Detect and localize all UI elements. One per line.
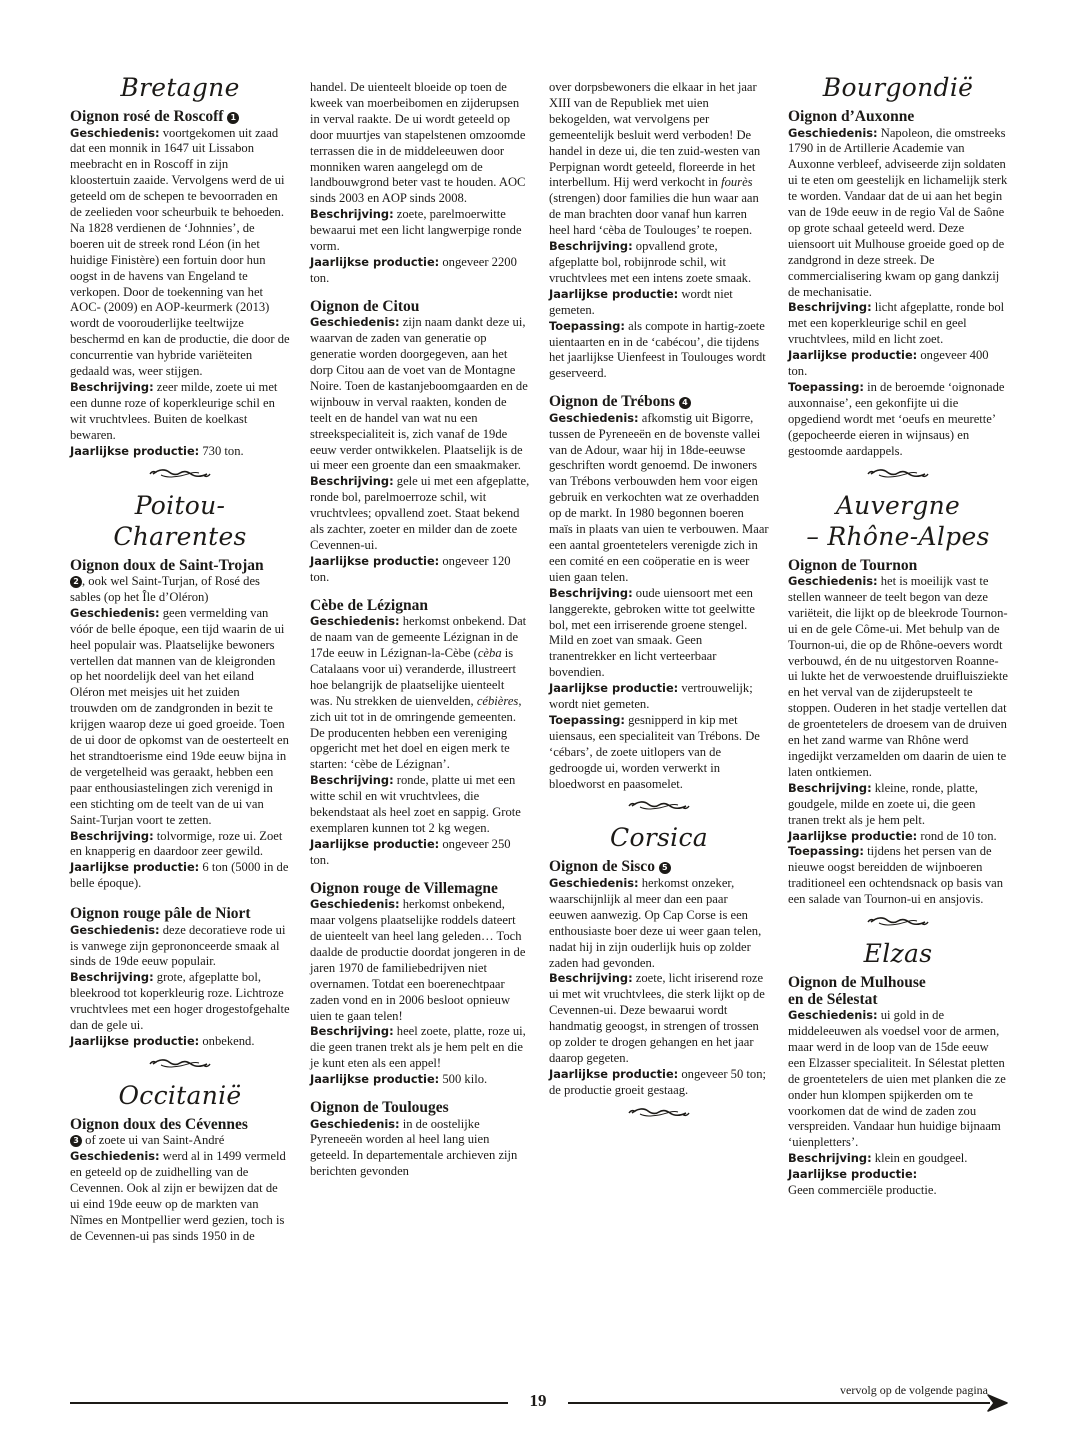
entry-subtitle [70, 1133, 290, 1149]
history-text: ui gold in de middeleeuwen als voedsel voor de armen, maar werd in de loop van de 15de eeuw een Elzasser specialiteit. In Sélestat pletten de groentetelers de uien met planken die ze onder hun klompen spijkerden om te voorkomen dat de wind de zaden zou verspreiden. Vandaar hun huidige bijnaam ‘uienpletters’. [788, 1008, 1006, 1150]
production-paragraph [549, 287, 769, 319]
production-paragraph [310, 554, 530, 586]
footer-rule-right [568, 1402, 990, 1404]
region-heading-line: Auvergne [835, 490, 961, 520]
entry-saint-trojan [70, 558, 290, 893]
production-text: onbekend. [199, 1034, 255, 1048]
entry-roscoff [70, 109, 290, 460]
history-text: afkomstig uit Bigorre, tussen de Pyreneeën en de bovenste vallei van de Adour, waar hij in 18de-eeuwse geschriften wordt genoemd. De inwoners van Trébons verbouwden hem voor eigen gebruik en verkochten wat ze overhadden op de markt. In 1980 begonnen boeren maïs in plaats van uien te verbouwen. Maar een aantal groentetelers verenigde zich in een comité en een coöperatie en is weer uien gaan telen. [549, 410, 769, 584]
description-label: Beschrijving: [70, 380, 154, 394]
number-badge: 1 [227, 112, 239, 124]
description-text: grote, afgeplatte bol, bleekrood tot koperkleurig roze. Lichtroze vruchtvlees met een hoger drogestofgehalte dan de gele ui. [70, 970, 290, 1033]
production-label: Jaarlijkse productie: [70, 443, 200, 458]
description-label: Beschrijving: [310, 773, 394, 788]
production-paragraph [310, 837, 530, 869]
entry-title: Oignon rouge de Villemagne [310, 879, 498, 897]
region-heading-bretagne: Bretagne [120, 73, 240, 102]
production-label: Jaarlijkse productie: [549, 681, 679, 696]
description-label: Beschrijving: [788, 780, 872, 795]
production-text: Geen commerciële productie. [788, 1183, 937, 1198]
history-label: Geschiedenis: [549, 875, 639, 890]
history-text: het is moeilijk vast te stellen wanneer de teelt begon van deze variëteit, die lijkt op de bleekrode Tournon-ui en de gele Côme-ui. Met behulp van de Tournon-ui, die op de Rhône-oevers wordt verbouwd, én de nu uitgestorven Roanne-ui lukte het de verwoestende druifluisziekte en het verval van de zijderupsteelt te stoppen. Ouderen in het stadje vertellen dat de groentetelers de droesem van de druiven en het zand warme van Rhône werd ingedijkt verzamelden om daarin de uien te laten ontkiemen. [788, 574, 1008, 779]
number-badge: 5 [659, 862, 671, 874]
entry-title [549, 859, 769, 876]
number-badge: 2 [70, 576, 82, 588]
description-text: opvallend grote, afgeplatte bol, robijnrode schil, wit vruchtvlees met een intens zoete smaak. [549, 239, 752, 285]
footer-rule-left [70, 1402, 508, 1404]
production-text: vertrouwelijk; wordt niet gemeten. [549, 681, 753, 712]
description-text: klein en goudgeel. [871, 1151, 968, 1166]
description-text: ronde, platte ui met een witte schil en wit vruchtvlees, die bekendstaat als heel zoet en sappig. Grote exemplaren kunnen tot 2 kg wegen. [310, 773, 521, 835]
description-paragraph [788, 300, 1008, 348]
history-paragraph [310, 614, 530, 773]
usage-text: als compote in hartig-zoete uientaarten en in de ‘cabécou’, die tijdens het jaarlijkse Uienfeest in Toulouges wordt geserveerd. [549, 318, 766, 381]
entry-title-line: Oignon de Mulhouse [788, 974, 926, 992]
production-label: Jaarlijkse productie: [788, 1167, 918, 1182]
history-text: herkomst onzeker, waarschijnlijk al meer dan een paar eeuwen aanwezig. Op Cap Corse is een enthousiaste boer deze ui weer gaan telen, nadat hij in zijn ouderlijk huis op zolder zaden had gevonden. [549, 875, 762, 970]
entry-title: Oignon de Toulouges [310, 1099, 449, 1117]
usage-paragraph [549, 713, 769, 793]
production-label: Jaarlijkse productie: [788, 348, 918, 363]
history-continued [549, 80, 769, 239]
usage-label: Toepassing: [788, 380, 864, 394]
production-label: Jaarlijkse productie: [310, 254, 440, 269]
description-paragraph [70, 380, 290, 444]
history-label: Geschiedenis: [310, 614, 400, 629]
history-label: Geschiedenis: [310, 1116, 400, 1131]
usage-text: in de beroemde ‘oignonade auxonnaise’, een gekonfijte ui die opgediend wordt met ‘oeufs en meurette’ (gepocheerde eieren in wijnsaus) en gestoomde aardappels. [788, 380, 1005, 458]
entry-title: Oignon rouge pâle de Niort [70, 905, 251, 923]
production-label: Jaarlijkse productie: [310, 553, 440, 568]
production-label: Jaarlijkse productie: [788, 828, 918, 843]
entry-title: Oignon d’Auxonne [788, 108, 915, 125]
description-paragraph [788, 1151, 1008, 1167]
production-paragraph [70, 860, 290, 892]
entry-title: Oignon doux des Cévennes [70, 1115, 248, 1133]
history-paragraph [70, 606, 290, 829]
number-badge: 4 [679, 397, 691, 409]
description-label: Beschrijving: [70, 970, 154, 985]
history-paragraph [310, 1117, 530, 1181]
history-italic-term: cébières [476, 693, 519, 708]
entry-toulouges [310, 1100, 530, 1180]
production-label: Jaarlijkse productie: [549, 286, 679, 301]
ornament-divider [626, 800, 692, 812]
description-label: Beschrijving: [310, 1024, 394, 1039]
production-text: wordt niet gemeten. [549, 286, 733, 317]
history-text-part2: is Catalaans voor ui) veranderde, illustreert hoe belangrijk de plaatselijke uienteelt was. Nu strekken de uienvelden, [310, 646, 516, 708]
production-text: ongeveer 50 ton; de productie groeit gestaag. [549, 1066, 767, 1097]
description-paragraph [310, 1024, 530, 1072]
production-label: Jaarlijkse productie: [549, 1066, 679, 1081]
entry-title-text: Oignon de Sisco [549, 858, 655, 876]
entry-subtitle [70, 574, 290, 606]
description-paragraph [788, 781, 1008, 829]
page-number: 19 [529, 1391, 547, 1410]
region-heading-elzas: Elzas [863, 939, 933, 969]
ornament-divider [626, 1107, 692, 1119]
region-heading-auvergne [788, 490, 1008, 552]
production-text: 730 ton. [199, 443, 244, 458]
entry-mulhouse [788, 975, 1008, 1199]
history-paragraph [70, 1149, 290, 1244]
production-label: Jaarlijkse productie: [310, 1072, 440, 1087]
entry-auxonne [788, 109, 1008, 460]
description-text: tolvormige, roze ui. Zoet en knapperig en daardoor zeer gewild. [70, 828, 283, 859]
description-paragraph [310, 773, 530, 837]
description-paragraph [549, 239, 769, 287]
column-1 [70, 72, 290, 1245]
history-paragraph [788, 574, 1008, 781]
production-label: Jaarlijkse productie: [70, 860, 200, 875]
ornament-divider [865, 468, 931, 480]
description-paragraph [549, 586, 769, 681]
production-paragraph [549, 1067, 769, 1099]
usage-paragraph [549, 319, 769, 383]
entry-citou [310, 299, 530, 586]
usage-label: Toepassing: [788, 844, 864, 859]
description-label: Beschrijving: [788, 300, 872, 315]
column-2 [310, 80, 530, 1180]
production-text: 6 ton (5000 in de belle époque). [70, 860, 289, 891]
history-label: Geschiedenis: [70, 1149, 160, 1164]
ornament-divider [147, 1058, 213, 1070]
description-paragraph [549, 971, 769, 1066]
production-text: ongeveer 2200 ton. [310, 254, 517, 285]
entry-title-line: en de Sélestat [788, 990, 878, 1008]
history-text: herkomst onbekend, maar volgens plaatselijke roddels dateert de uienteelt van heel lang geleden… Toch daalde de productie doordat jongeren in de jaren 1970 de familiebedrijven niet overnamen. Totdat een boerenechtpaar zaden vond en in 2006 besloot opnieuw uien te gaan telen! [310, 897, 526, 1023]
entry-lezignan [310, 598, 530, 869]
entry-title: Cèbe de Lézignan [310, 596, 428, 614]
history-label: Geschiedenis: [549, 410, 639, 425]
description-paragraph [310, 474, 530, 554]
production-paragraph [70, 1034, 290, 1050]
description-label: Beschrijving: [549, 585, 633, 600]
history-label: Geschiedenis: [788, 574, 878, 589]
description-text: zoete, licht iriserend roze ui met wit vruchtvlees, die sterk lijkt op de Cevennen-ui. Deze bewaarui wordt handmatig geoogst, in strengen of trossen op zolder te drogen gehangen en het jaar daarop gegeten. [549, 971, 765, 1065]
history-paragraph [70, 923, 290, 971]
history-text-part1: herkomst onbekend. Dat de naam van de gemeente Lézignan in de 17de eeuw in Lézignan-la-Cèbe ( [310, 614, 527, 660]
production-paragraph [70, 444, 290, 460]
history-paragraph [310, 897, 530, 1024]
history-text: Napoleon, die omstreeks 1790 in de Artillerie Academie van Auxonne verbleef, adviseerde zijn soldaten ui te eten om geestelijk en lichamelijk sterk te worden. Vandaar dat de ui aan het begin van de 19de eeuw in de regio Val de Saône op grote schaal geteeld werd. Deze uiensoort uit Mulhouse groeide goed op de zandgrond in deze streek. De commercialisering kwam op gang dankzij de mechanisatie. [788, 125, 1008, 299]
description-paragraph [310, 207, 530, 255]
entry-title-text: Oignon de Trébons [549, 393, 676, 411]
entry-title [70, 109, 290, 126]
entry-cevennes-continued [310, 80, 530, 287]
production-paragraph [788, 348, 1008, 380]
history-text-part2: (strengen) door families die hun waar aan de man brachten door vanaf hun karren heel hard ‘cèba de Toulouges’ te roepen. [549, 191, 759, 238]
entry-tournon [788, 558, 1008, 909]
entry-sisco [549, 859, 769, 1098]
entry-trebons [549, 394, 769, 792]
entry-title [549, 394, 769, 411]
history-paragraph [70, 126, 290, 381]
history-label: Geschiedenis: [70, 605, 160, 620]
production-text: ongeveer 250 ton. [310, 836, 511, 867]
history-text-part1: over dorpsbewoners die elkaar in het jaar XIII van de Republiek met uien bekogelden, wat vervolgens per gemeentelijk besluit werd verboden! De handel in deze ui, die ten zuid-westen van Perpignan wordt geteeld, floreerde in het interbellum. Hij werd verkocht in [549, 80, 761, 190]
region-heading-line: – Rhône-Alpes [806, 521, 990, 551]
number-badge: 3 [70, 1135, 82, 1147]
production-label: Jaarlijkse productie: [310, 836, 440, 851]
entry-villemagne [310, 881, 530, 1088]
usage-text: tijdens het persen van de nieuwe oogst bereidden de wijnboeren traditioneel een ochtendsnack op basis van een salade van Tournon-ui en ansjovis. [788, 844, 1004, 907]
history-italic-term: fourès [721, 175, 753, 190]
description-text: licht afgeplatte, ronde bol met een koperkleurige schil en geel vruchtvlees, mild en licht zoet. [788, 300, 1005, 347]
description-label: Beschrijving: [788, 1151, 872, 1166]
description-paragraph [70, 829, 290, 861]
production-text: rond de 10 ton. [917, 828, 997, 843]
column-4 [788, 72, 1008, 1199]
description-paragraph [70, 970, 290, 1034]
ornament-divider [865, 916, 931, 928]
ornament-divider [147, 468, 213, 480]
history-label: Geschiedenis: [310, 897, 400, 912]
production-label: Jaarlijkse productie: [70, 1034, 200, 1048]
description-label: Beschrijving: [310, 474, 394, 489]
region-heading-occitanie: Occitanië [118, 1080, 242, 1110]
entry-title: Oignon de Tournon [788, 556, 918, 574]
history-label: Geschiedenis: [310, 315, 400, 330]
production-paragraph [310, 1072, 530, 1088]
description-label: Beschrijving: [70, 828, 154, 843]
usage-label: Toepassing: [549, 712, 625, 727]
usage-paragraph [788, 380, 1008, 460]
history-text: geen vermelding van vóór de belle époque, een tijd waarin de ui heel populair was. Plaatselijke bewoners vertellen dat mannen van de kleigronden op het noordelijk deel van het eiland Oléron met meisjes uit het zuiden trouwden om de zandgronden in bezit te krijgen waarop deze ui goed groeide. Toen de ui door de opkomst van de oesterteelt en het strandtoerisme eind 19de eeuw bijna in de vergetelheid was geraakt, hebben een paar enthousiastelingen zich verenigd in een stichting om de teelt van de ui van Saint-Turjan voort te zetten. [70, 605, 289, 827]
entry-niort [70, 906, 290, 1050]
region-heading-corsica: Corsica [610, 823, 708, 853]
production-paragraph [310, 255, 530, 287]
history-continued-text: handel. De uienteelt bloeide op toen de kweek van moerbeibomen en zijderupsen in verval raakte. De ui wordt geteeld op door muurtjes van stapelstenen omzoomde terrassen die in de middeleeuwen door monniken waren aangelegd om de landbouwgrond beter vast te houden. AOC sinds 2003 en AOP sinds 2008. [310, 80, 526, 206]
history-italic-term: cèba [477, 646, 502, 660]
production-text: ongeveer 400 ton. [788, 348, 989, 379]
description-text: oude uiensoort met een langgerekte, gebroken witte tot geelwitte bol, met een irriserende groene stengel. Mild en zoet van smaak. Geen tranentrekker en licht verteerbaar bovendien. [549, 585, 755, 680]
entry-title [788, 975, 1008, 1008]
production-paragraph [788, 829, 1008, 845]
entry-toulouges-continued [549, 80, 769, 382]
column-3 [549, 80, 769, 1129]
production-paragraph [788, 1167, 1008, 1183]
description-text: kleine, ronde, platte, goudgele, milde en zoete ui, die geen tranen trekt als je hem pelt. [788, 780, 978, 827]
history-text: zijn naam dankt deze ui, waarvan de zaden van generatie op generatie worden doorgegeven, aan het dorp Citou aan de voet van de Montagne Noire. Toen de kastanjeboomgaarden en de wijnbouw in verval raakten, konden de teelt en de handel van wat nu een streekspecialiteit is, zich vanaf de 19de eeuw verder ontwikkelen. Plaatselijk is de ui meer een groente dan een smaakmaker. [310, 315, 528, 473]
description-label: Beschrijving: [310, 207, 394, 222]
history-paragraph [549, 876, 769, 971]
usage-text: gesnipperd in kip met uiensaus, een specialiteit van Trébons. De ‘cébars’, de zoete uitlopers van de gedroogde ui, worden verwerkt in bloedworst en paasomelet. [549, 712, 760, 791]
continuation-note: vervolg op de volgende pagina [840, 1383, 988, 1397]
history-label: Geschiedenis: [788, 125, 878, 140]
history-text: in de oostelijke Pyreneeën worden al heel lang uien geteeld. In departementale archieven zijn berichten gevonden [310, 1116, 518, 1179]
production-paragraph [549, 681, 769, 713]
entry-title: Oignon de Citou [310, 297, 420, 315]
subtitle-text: , ook wel Saint-Turjan, of Rosé des sables (op het Île d’Oléron) [70, 574, 260, 604]
history-paragraph [549, 411, 769, 586]
description-text: gele ui met een afgeplatte, ronde bol, parelmoerroze schil, wit vruchtvlees; opvallend zoet. Staat bekend als zachter, zoeter en milder dan de zoete Cevennen-ui. [310, 474, 530, 552]
usage-label: Toepassing: [549, 318, 625, 333]
entry-title: Oignon doux de Saint-Trojan [70, 556, 264, 574]
history-text: werd al in 1499 vermeld en geteeld op de zuidhelling van de Cevennen. Ook al zijn er bewijzen dat de ui eind 19de eeuw op de markten van Nîmes en Montpellier werd gezien, toch is de Cevennen-ui pas sinds 1950 in de [70, 1149, 286, 1243]
description-label: Beschrijving: [549, 239, 633, 254]
history-paragraph [788, 126, 1008, 301]
arrow-right-icon [986, 1394, 1008, 1412]
entry-title-text: Oignon rosé de Roscoff [70, 108, 224, 125]
description-text: zeer milde, zoete ui met een dunne roze of koperkleurige schil en wit vruchtvlees. Buiten de koelkast bewaren. [70, 380, 278, 442]
description-text: zoete, parelmoerwitte bewaarui met een licht langwerpige ronde vorm. [310, 207, 522, 254]
entry-cevennes [70, 1117, 290, 1245]
region-heading-poitou-charentes: Poitou-Charentes [113, 490, 247, 551]
history-label: Geschiedenis: [70, 125, 160, 140]
history-paragraph [310, 315, 530, 474]
history-label: Geschiedenis: [70, 922, 160, 937]
description-text: heel zoete, platte, roze ui, die geen tranen trekt als je hem pelt en die je kunt eten als een appel! [310, 1024, 526, 1071]
history-label: Geschiedenis: [788, 1008, 878, 1023]
production-text: ongeveer 120 ton. [310, 553, 511, 584]
region-heading-bourgondie: Bourgondië [822, 73, 974, 102]
usage-paragraph [788, 844, 1008, 908]
description-label: Beschrijving: [549, 971, 633, 986]
history-text: voortgekomen uit zaad dat een monnik in 1647 uit Lissabon meebracht en in Roscoff in zijn kloostertuin zaaide. Vervolgens werd de ui geteeld om de schepen te bevoorraden en de zeelieden voor scheurbuik te behoeden. Na 1828 verdienen de ‘Johnnies’, de boeren uit de streek rond Léon (in het huidige Finistère) een fortuin door hun oogst in de havens van Engeland te verkopen. Door de toekenning van het AOC- (2009) en AOP-keurmerk (2013) wordt de voorouderlijke teeltwijze beschermd en kan de productie, die door de concurrentie van hybride variëteiten gedaald was, weer stijgen. [70, 125, 290, 379]
production-text: 500 kilo. [439, 1072, 488, 1087]
history-text: deze decoratieve rode ui is vanwege zijn geprononceerde smaak al sinds de 19de eeuw populair. [70, 922, 286, 969]
history-paragraph [788, 1008, 1008, 1151]
subtitle-text: of zoete ui van Saint-André [82, 1133, 225, 1148]
history-text-part3: , zich uit tot in de omringende gemeenten. De producenten hebben een vereniging opgericht met het doel en eigen merk te starten: ‘cèbe de Lézignan’. [310, 693, 522, 772]
